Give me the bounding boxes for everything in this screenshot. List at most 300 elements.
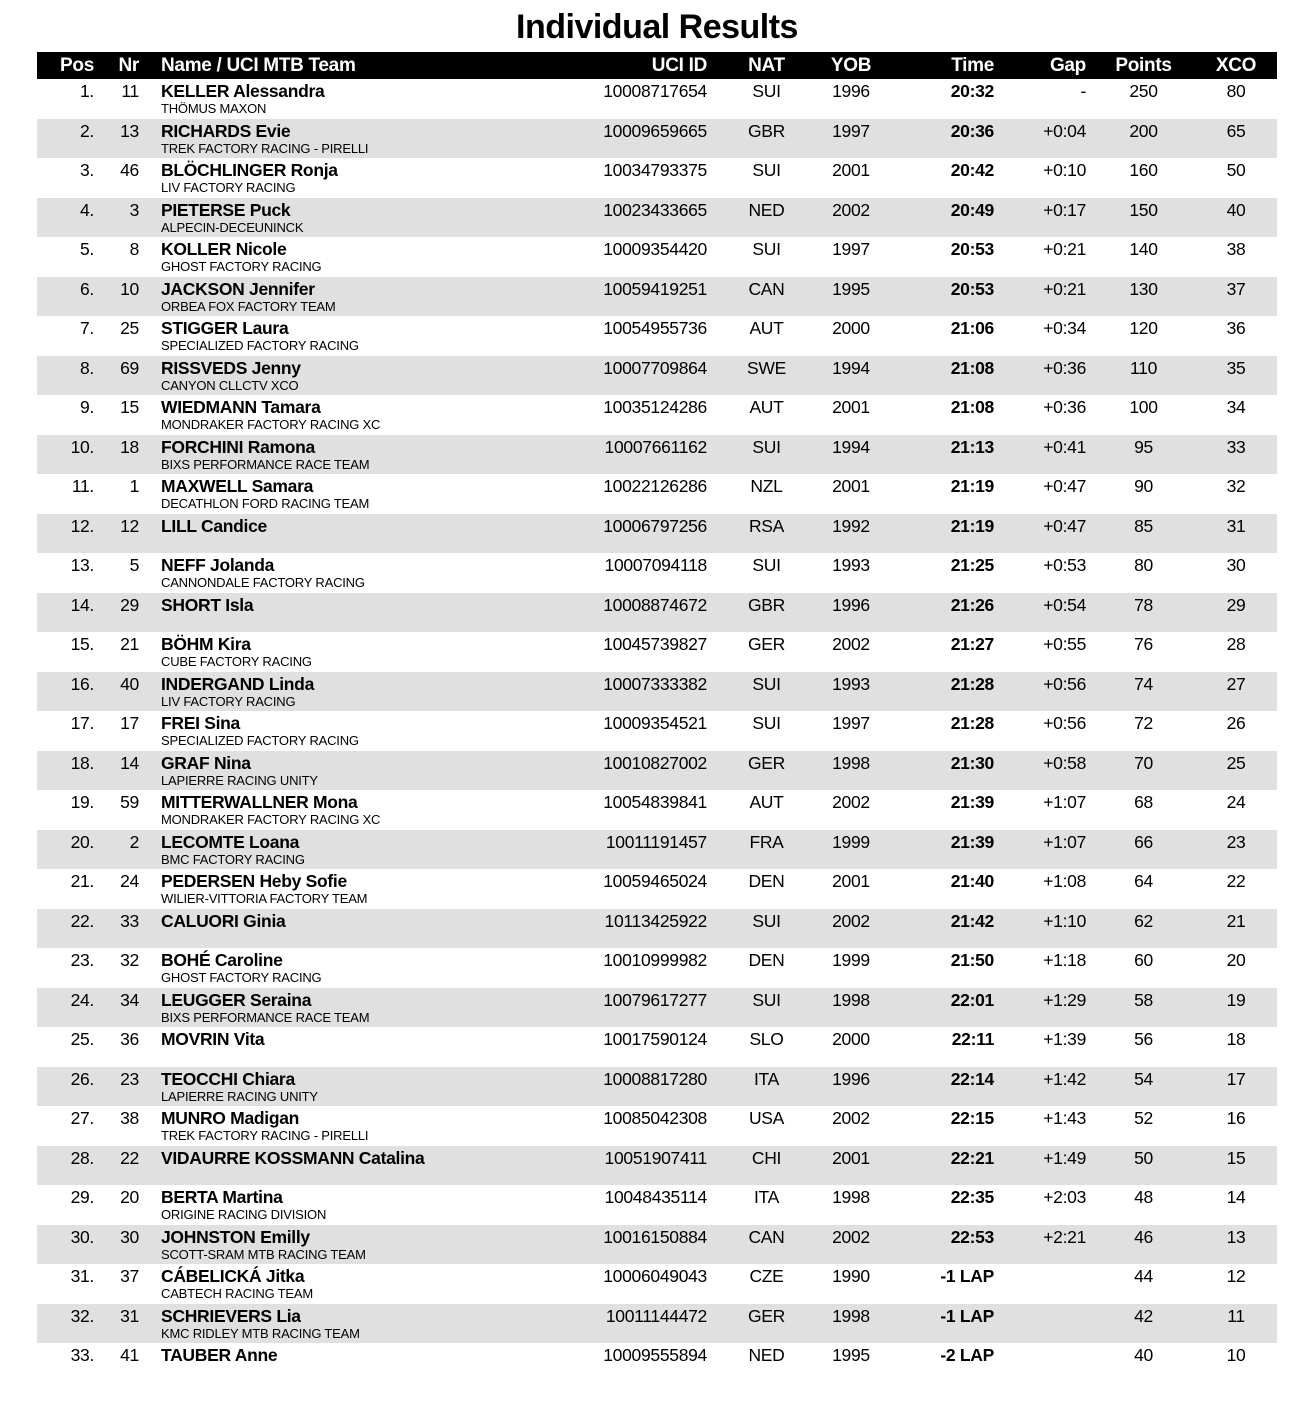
team-name: GHOST FACTORY RACING [161,259,322,274]
gap-cell: +0:47 [1043,476,1086,496]
time-cell: 21:25 [950,555,994,575]
number-cell: 36 [120,1029,139,1049]
position-cell: 27. [70,1108,94,1128]
xco-cell: 10 [1226,1345,1246,1365]
uci-id-cell: 10085042308 [603,1108,707,1128]
team-name: KMC RIDLEY MTB RACING TEAM [161,1325,360,1341]
time-cell: 20:36 [950,120,994,141]
rider-name: LILL Candice [161,515,267,536]
xco-cell: 50 [1226,160,1246,180]
points-cell: 90 [1134,476,1153,496]
number-cell: 2 [129,831,139,852]
rider-name: LEUGGER Seraina [161,989,312,1010]
gap-cell [1000,1343,1092,1383]
table-row [37,356,1277,396]
points-cell: 150 [1129,199,1158,220]
position-cell: 7. [80,318,94,338]
gap-cell: +0:04 [1043,120,1086,141]
position-cell: 6. [80,278,94,299]
nat-cell: CAN [748,278,785,299]
table-row [37,988,1277,1028]
name-cell [145,1343,570,1383]
number-cell: 25 [120,318,139,338]
time-cell: 21:28 [950,673,994,694]
xco-cell: 31 [1226,515,1246,536]
name-cell [145,830,570,870]
name-cell [145,119,570,159]
table-row [37,909,1277,949]
name-cell [145,79,570,119]
position-cell: 31. [70,1266,94,1286]
yob-cell: 1998 [832,1187,870,1207]
team-name: SCOTT-SRAM MTB RACING TEAM [161,1246,366,1262]
yob-cell: 2001 [832,1147,870,1168]
results-tbody [37,79,1277,1383]
uci-id-cell: 10079617277 [603,989,707,1010]
name-cell [145,1027,570,1067]
points-cell: 140 [1129,239,1158,259]
name-cell [145,356,570,396]
yob-cell: 1993 [832,555,870,575]
points-cell: 200 [1129,120,1158,141]
xco-cell: 19 [1226,989,1246,1010]
header-pos: Pos [37,52,100,79]
name-cell [145,1264,570,1304]
uci-id-cell: 10009354521 [603,713,707,733]
header-xco: XCO [1195,52,1277,79]
gap-cell [1000,1304,1092,1344]
name-cell [145,988,570,1028]
xco-cell: 20 [1226,950,1246,970]
table-row [37,395,1277,435]
position-cell: 10. [70,436,94,457]
nat-cell: SUI [752,910,781,931]
team-name: CABTECH RACING TEAM [161,1286,313,1301]
gap-cell: +1:07 [1043,792,1086,812]
xco-cell: 35 [1226,357,1246,378]
position-cell: 5. [80,239,94,259]
xco-cell: 80 [1226,81,1246,101]
team-name: LAPIERRE RACING UNITY [161,772,318,788]
results-table [37,52,1277,1383]
rider-name: RICHARDS Evie [161,120,291,141]
points-cell: 85 [1134,515,1153,536]
nat-cell: GBR [747,594,786,615]
team-name: BIXS PERFORMANCE RACE TEAM [161,456,370,472]
table-row [37,158,1277,198]
yob-cell: 1996 [832,81,870,101]
table-row [37,79,1277,119]
yob-cell: 1992 [832,515,870,536]
gap-cell: +2:21 [1043,1226,1086,1247]
uci-id-cell: 10007333382 [603,673,707,694]
number-cell: 5 [129,555,139,575]
rider-name: BLÖCHLINGER Ronja [161,160,338,180]
gap-cell: +0:58 [1043,752,1086,773]
number-cell: 23 [120,1068,139,1089]
header-points: Points [1092,52,1195,79]
yob-cell: 1997 [832,120,870,141]
yob-cell: 1994 [832,357,870,378]
team-name: THÖMUS MAXON [161,101,267,116]
name-cell [145,158,570,198]
table-row [37,1185,1277,1225]
rider-name: STIGGER Laura [161,318,289,338]
name-cell [145,593,570,633]
rider-name: JOHNSTON Emilly [161,1226,310,1247]
name-cell [145,198,570,238]
rider-name: GRAF Nina [161,752,251,773]
nat-cell: GBR [747,120,786,141]
gap-cell: +0:55 [1043,634,1086,654]
nat-cell: AUT [749,318,784,338]
team-name: WILIER-VITTORIA FACTORY TEAM [161,891,368,906]
uci-id-cell: 10011191457 [605,831,707,852]
time-cell: 21:26 [950,594,994,615]
team-name: ORIGINE RACING DIVISION [161,1207,327,1222]
position-cell: 2. [80,120,94,141]
team-name: CANNONDALE FACTORY RACING [161,575,365,590]
team-name: ALPECIN-DECEUNINCK [161,219,304,235]
name-cell [145,751,570,791]
table-row [37,790,1277,830]
table-row [37,1027,1277,1067]
rider-name: INDERGAND Linda [161,673,315,694]
points-cell: 68 [1134,792,1153,812]
points-cell: 56 [1134,1029,1153,1049]
uci-id-cell: 10008817280 [603,1068,707,1089]
nat-cell: RSA [748,515,785,536]
points-cell: 66 [1134,831,1153,852]
points-cell: 250 [1129,81,1158,101]
gap-cell: - [1080,81,1086,101]
nat-cell: GER [747,752,786,773]
rider-name: MOVRIN Vita [161,1029,265,1049]
position-cell: 29. [70,1187,94,1207]
nat-cell: DEN [748,950,785,970]
rider-name: MITTERWALLNER Mona [161,792,358,812]
gap-cell: +0:54 [1043,594,1086,615]
team-name: GHOST FACTORY RACING [161,970,322,985]
number-cell: 17 [120,713,139,733]
xco-cell: 27 [1226,673,1246,694]
table-row [37,237,1277,277]
number-cell: 41 [120,1345,139,1365]
points-cell: 120 [1129,318,1158,338]
xco-cell: 40 [1226,199,1246,220]
xco-cell: 18 [1226,1029,1246,1049]
nat-cell: SUI [752,989,781,1010]
nat-cell: SUI [752,673,781,694]
gap-cell: +0:41 [1043,436,1086,457]
number-cell: 34 [120,989,139,1010]
nat-cell: ITA [753,1068,780,1089]
team-name: MONDRAKER FACTORY RACING XC [161,417,381,432]
table-row [37,514,1277,554]
points-cell: 40 [1134,1345,1153,1365]
number-cell: 37 [120,1266,139,1286]
table-row [37,119,1277,159]
table-row [37,632,1277,672]
table-row [37,316,1277,356]
header-gap: Gap [1000,52,1092,79]
points-cell: 100 [1129,397,1158,417]
xco-cell: 22 [1226,871,1246,891]
time-cell: -2 LAP [940,1345,994,1365]
points-cell: 52 [1134,1108,1153,1128]
nat-cell: AUT [749,397,784,417]
position-cell: 32. [70,1305,94,1326]
uci-id-cell: 10022126286 [603,476,707,496]
uci-id-cell: 10007709864 [603,357,707,378]
nat-cell: NED [748,199,785,220]
name-cell [145,1185,570,1225]
team-name: TREK FACTORY RACING - PIRELLI [161,140,369,156]
yob-cell: 2000 [832,318,870,338]
rider-name: SCHRIEVERS Lia [161,1305,301,1326]
points-cell: 60 [1134,950,1153,970]
position-cell: 17. [70,713,94,733]
nat-cell: SUI [752,713,781,733]
name-cell [145,1106,570,1146]
position-cell: 18. [70,752,94,773]
nat-cell: SUI [752,160,781,180]
time-cell: 21:19 [950,476,994,496]
time-cell: 20:53 [950,278,994,299]
gap-cell: +1:49 [1043,1147,1086,1168]
number-cell: 3 [129,199,139,220]
yob-cell: 1997 [832,713,870,733]
time-cell: 21:13 [950,436,994,457]
team-name: SPECIALIZED FACTORY RACING [161,338,359,353]
time-cell: 22:11 [951,1029,994,1049]
yob-cell: 1994 [832,436,870,457]
header-time: Time [882,52,1000,79]
rider-name: WIEDMANN Tamara [161,397,321,417]
time-cell: 21:28 [950,713,994,733]
team-name: LIV FACTORY RACING [161,180,296,195]
rider-name: CALUORI Ginia [161,910,286,931]
rider-name: BERTA Martina [161,1187,283,1207]
nat-cell: NED [748,1345,785,1365]
uci-id-cell: 10059419251 [603,278,707,299]
rider-name: FREI Sina [161,713,240,733]
team-name: LAPIERRE RACING UNITY [161,1088,318,1104]
table-row [37,198,1277,238]
time-cell: 20:49 [950,199,994,220]
nat-cell: GER [747,1305,786,1326]
time-cell: 20:42 [950,160,994,180]
gap-cell: +2:03 [1043,1187,1086,1207]
rider-name: TAUBER Anne [161,1345,278,1365]
position-cell: 16. [70,673,94,694]
name-cell [145,435,570,475]
table-row [37,1343,1277,1383]
gap-cell: +1:42 [1043,1068,1086,1089]
gap-cell: +0:56 [1043,713,1086,733]
name-cell [145,316,570,356]
xco-cell: 12 [1226,1266,1246,1286]
rider-name: SHORT Isla [161,594,254,615]
results-table-header [37,52,1277,79]
position-cell: 24. [70,989,94,1010]
gap-cell [1000,1264,1092,1304]
position-cell: 9. [80,397,94,417]
time-cell: -1 LAP [940,1266,994,1286]
yob-cell: 1996 [832,594,870,615]
points-cell: 95 [1134,436,1153,457]
yob-cell: 1990 [832,1266,870,1286]
points-cell: 44 [1134,1266,1153,1286]
rider-name: TEOCCHI Chiara [161,1068,295,1089]
position-cell: 14. [70,594,94,615]
position-cell: 28. [70,1147,94,1168]
header-nat: NAT [713,52,820,79]
time-cell: 22:15 [950,1108,994,1128]
team-name: CANYON CLLCTV XCO [161,377,299,393]
yob-cell: 2002 [832,634,870,654]
time-cell: 21:08 [950,397,994,417]
xco-cell: 23 [1226,831,1246,852]
rider-name: BOHÉ Caroline [161,950,283,970]
number-cell: 15 [120,397,139,417]
uci-id-cell: 10054839841 [603,792,707,812]
number-cell: 13 [120,120,139,141]
yob-cell: 2001 [832,476,870,496]
header-row [37,52,1277,79]
xco-cell: 16 [1226,1108,1246,1128]
name-cell [145,474,570,514]
gap-cell: +0:34 [1043,318,1086,338]
xco-cell: 33 [1226,436,1246,457]
time-cell: 21:08 [950,357,994,378]
xco-cell: 26 [1226,713,1246,733]
position-cell: 11. [71,476,94,496]
nat-cell: NZL [750,476,783,496]
yob-cell: 2000 [832,1029,870,1049]
points-cell: 58 [1134,989,1153,1010]
team-name: SPECIALIZED FACTORY RACING [161,733,359,748]
time-cell: 21:30 [950,752,994,773]
time-cell: 21:06 [950,318,994,338]
name-cell [145,790,570,830]
position-cell: 21. [70,871,94,891]
uci-id-cell: 10035124286 [603,397,707,417]
table-row [37,948,1277,988]
rider-name: NEFF Jolanda [161,555,275,575]
rider-name: JACKSON Jennifer [161,278,315,299]
points-cell: 50 [1134,1147,1153,1168]
name-cell [145,395,570,435]
yob-cell: 2002 [832,1226,870,1247]
xco-cell: 28 [1226,634,1246,654]
uci-id-cell: 10006797256 [603,515,707,536]
gap-cell: +0:47 [1043,515,1086,536]
uci-id-cell: 10008874672 [603,594,707,615]
nat-cell: FRA [749,831,784,852]
time-cell: 21:40 [950,871,994,891]
yob-cell: 1998 [832,1305,870,1326]
number-cell: 10 [120,278,139,299]
points-cell: 78 [1134,594,1153,615]
rider-name: LECOMTE Loana [161,831,300,852]
gap-cell: +1:39 [1043,1029,1086,1049]
xco-cell: 29 [1226,594,1246,615]
xco-cell: 15 [1226,1147,1246,1168]
uci-id-cell: 10010999982 [603,950,707,970]
yob-cell: 2001 [832,871,870,891]
points-cell: 76 [1134,634,1153,654]
rider-name: FORCHINI Ramona [161,436,315,457]
points-cell: 62 [1134,910,1153,931]
xco-cell: 21 [1226,910,1246,931]
number-cell: 12 [120,515,139,536]
team-name: LIV FACTORY RACING [161,693,296,709]
uci-id-cell: 10009659665 [603,120,707,141]
yob-cell: 1999 [832,831,870,852]
position-cell: 19. [70,792,94,812]
header-name: Name / UCI MTB Team [145,52,570,79]
number-cell: 29 [120,594,139,615]
gap-cell: +1:29 [1043,989,1086,1010]
points-cell: 64 [1134,871,1153,891]
time-cell: 21:27 [950,634,994,654]
uci-id-cell: 10051907411 [604,1147,707,1168]
yob-cell: 2001 [832,397,870,417]
rider-name: CÁBELICKÁ Jitka [161,1266,305,1286]
number-cell: 18 [120,436,139,457]
name-cell [145,948,570,988]
uci-id-cell: 10007661162 [604,436,707,457]
name-cell [145,553,570,593]
points-cell: 48 [1134,1187,1153,1207]
team-name: BIXS PERFORMANCE RACE TEAM [161,1009,370,1025]
uci-id-cell: 10017590124 [603,1029,707,1049]
points-cell: 160 [1129,160,1158,180]
position-cell: 20. [70,831,94,852]
number-cell: 69 [120,357,139,378]
xco-cell: 25 [1226,752,1246,773]
rider-name: PEDERSEN Heby Sofie [161,871,347,891]
number-cell: 46 [120,160,139,180]
gap-cell: +0:36 [1043,357,1086,378]
team-name: BMC FACTORY RACING [161,851,305,867]
time-cell: 21:42 [950,910,994,931]
position-cell: 1. [80,81,94,101]
position-cell: 33. [70,1345,94,1365]
name-cell [145,1067,570,1107]
team-name: CUBE FACTORY RACING [161,654,312,669]
nat-cell: CAN [748,1226,785,1247]
nat-cell: SUI [752,239,781,259]
table-row [37,1067,1277,1107]
table-row [37,1264,1277,1304]
table-row [37,1225,1277,1265]
uci-id-cell: 10016150884 [603,1226,707,1247]
number-cell: 40 [120,673,139,694]
nat-cell: CZE [749,1266,784,1286]
team-name: MONDRAKER FACTORY RACING XC [161,812,381,827]
table-row [37,830,1277,870]
yob-cell: 2002 [832,199,870,220]
time-cell: 22:35 [950,1187,994,1207]
number-cell: 59 [120,792,139,812]
uci-id-cell: 10009354420 [603,239,707,259]
uci-id-cell: 10007094118 [604,555,707,575]
position-cell: 26. [70,1068,94,1089]
nat-cell: SUI [752,436,781,457]
time-cell: 22:53 [950,1226,994,1247]
